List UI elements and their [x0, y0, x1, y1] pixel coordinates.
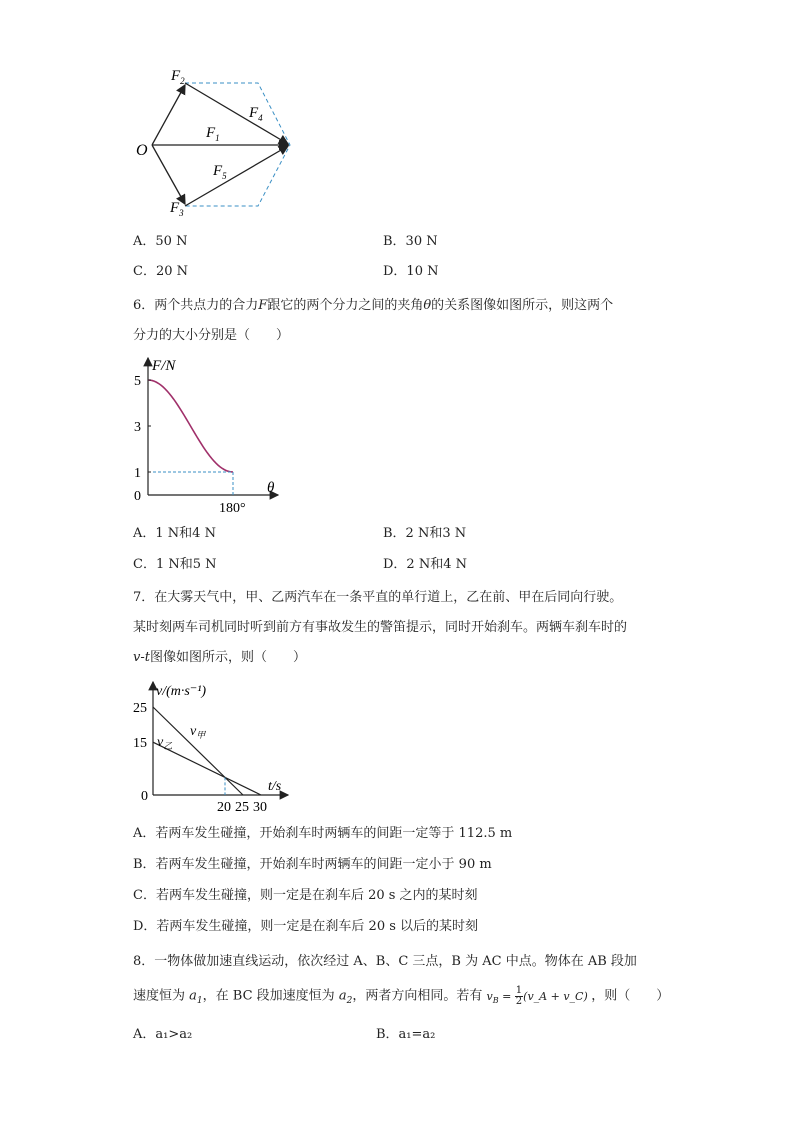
- label-F2: F: [171, 68, 181, 84]
- q5-option-c[interactable]: C．20 N: [133, 264, 188, 279]
- q6-option-a[interactable]: A．1 N和4 N: [133, 526, 216, 541]
- q5-option-b[interactable]: B．30 N: [383, 234, 438, 249]
- q7-option-a[interactable]: A．若两车发生碰撞，开始刹车时两辆车的间距一定等于 112.5 m: [133, 826, 513, 841]
- vector-F5: [185, 146, 288, 206]
- q7-stem-line3: v-t图像如图所示，则（ ）: [133, 650, 306, 665]
- x-axis-label: θ: [267, 480, 275, 496]
- vector-F4: [185, 83, 288, 144]
- label-F1: F: [206, 125, 216, 141]
- q6-option-c[interactable]: C．1 N和5 N: [133, 557, 217, 572]
- y-axis-label: v/(m·s⁻¹): [156, 684, 207, 699]
- series-line-1: [153, 707, 243, 795]
- series-label-v-yi: $v_乙$: [157, 735, 173, 751]
- x-tick-label: 180°: [219, 501, 246, 514]
- q5-option-d[interactable]: D．10 N: [383, 264, 439, 279]
- svg-text:F4: $F_4$: [249, 105, 263, 123]
- q7-stem-line2: 某时刻两车司机同时听到前方有事故发生的警笛提示，同时开始刹车。两辆车刹车时的: [133, 620, 628, 635]
- x-tick-label: 30: [253, 800, 267, 815]
- x-tick-label: 25: [235, 800, 249, 815]
- q6-option-d[interactable]: D．2 N和4 N: [383, 557, 467, 572]
- y-tick-label: 5: [134, 374, 141, 389]
- label-F5: F: [213, 163, 223, 179]
- q6-option-b[interactable]: B．2 N和3 N: [383, 526, 467, 541]
- q8-option-a[interactable]: A．a₁>a₂: [133, 1027, 193, 1042]
- q8-formula: $v_B$ = $\frac{1}{2}$ (v_A + v_C): [486, 985, 588, 1007]
- q7-option-c[interactable]: C．若两车发生碰撞，则一定是在刹车后 20 s 之内的某时刻: [133, 888, 478, 903]
- y-tick-label: 15: [133, 736, 147, 752]
- label-F4: F: [249, 105, 259, 121]
- svg-text:F2: $F_2$: [171, 68, 185, 86]
- y-tick-label: 0: [141, 789, 148, 804]
- svg-text:F5: $F_5$: [213, 163, 227, 181]
- q7-option-d[interactable]: D．若两车发生碰撞，则一定是在刹车后 20 s 以后的某时刻: [133, 919, 479, 934]
- series-line: [148, 380, 233, 472]
- q8-stem-line2: 速度恒为 $a_1$，在 BC 段加速度恒为 $a_2$，两者方向相同。若有 $v_B$ = $\frac{1}{2}$ (v_A + v_C) ，则（ ）: [133, 985, 670, 1007]
- svg-text:F1: $F_1$: [206, 125, 220, 143]
- label-F3: F: [170, 200, 180, 216]
- q5-option-a[interactable]: A．50 N: [133, 234, 188, 249]
- q8-option-b[interactable]: B．a₁=a₂: [376, 1027, 436, 1042]
- y-tick-label: 3: [134, 420, 141, 435]
- q7-stem-line1: 7．在大雾天气中，甲、乙两汽车在一条平直的单行道上，乙在前、甲在后同向行驶。: [133, 590, 623, 605]
- vector-F3: [152, 145, 185, 204]
- q7-option-b[interactable]: B．若两车发生碰撞，开始刹车时两辆车的间距一定小于 90 m: [133, 857, 492, 872]
- label-O: O: [136, 142, 148, 159]
- q8-stem-line1: 8．一物体做加速直线运动，依次经过 A、B、C 三点，B 为 AC 中点。物体在 AB 段加: [133, 954, 637, 969]
- q6-stem-line1: 6．两个共点力的合力F跟它的两个分力之间的夹角θ的关系图像如图所示，则这两个: [133, 298, 614, 313]
- q6-stem-line2: 分力的大小分别是（ ）: [133, 328, 290, 343]
- y-axis-label: F/N: [152, 358, 176, 374]
- force-angle-chart: [128, 352, 288, 514]
- y-tick-label: 1: [134, 466, 141, 481]
- velocity-time-chart: [128, 676, 293, 816]
- x-axis-label: t/s: [268, 779, 282, 794]
- force-vector-figure: [130, 62, 310, 222]
- series-label-v-jia: $v_甲$: [190, 724, 206, 740]
- vector-F2: [152, 85, 185, 145]
- x-tick-label: 20: [217, 800, 231, 815]
- y-tick-label: 25: [133, 701, 147, 716]
- y-tick-label: 0: [134, 489, 141, 504]
- svg-text:F3: $F_3$: [170, 200, 184, 218]
